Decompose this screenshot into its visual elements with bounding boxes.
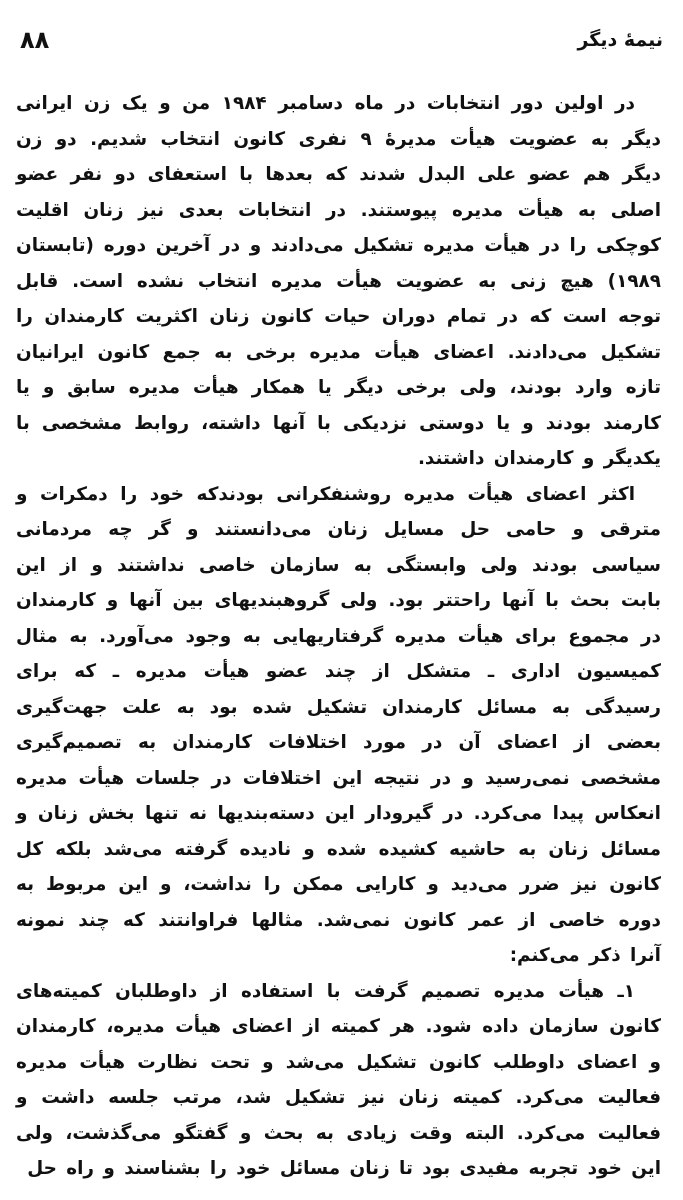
- paragraph: ۱ـ هیأت مدیره تصمیم گرفت با استفاده از داوطلبان کمیته‌های کانون سازمان داده شود. هر کمیته از اعضای هیأت مدیره، کارمندان و اعضای داوطلب کانون تشکیل می‌شد و تحت نظارت هیأت مدیره فعالیت می‌کرد. کمیته زنان نیز تشکیل شد، مرتب جلسه داشت و فعالیت می‌کرد. البته وقت زیادی به بحث و گفتگو می‌گذشت، ولی این خود تجربه مفیدی بود تا زنان مسائل خود را بشناسند و راه حل: [16, 980, 661, 1179]
- body-text: [16, 86, 661, 1187]
- page-number: ۸۸: [20, 26, 50, 54]
- paragraph: اکثر اعضای هیأت مدیره روشنفکرانی بودندکه خود را دمکرات و مترقی و حامی حل مسایل زنان می‌دانستند و گر چه مردمانی سیاسی بودند ولی وابستگی به سازمان خاصی نداشتند و از این بابت بحث با آنها راحتتر بود. ولی گروهبندیهای بین آنها و کارمندان در مجموع برای هیأت مدیره گرفتاریهایی به وجود می‌آورد. به مثال کمیسیون اداری ـ متشکل از چند عضو هیأت مدیره ـ که برای رسیدگی به مسائل کارمندان تشکیل شده بود به علت جهت‌گیری بعضی از اعضای آن در مورد اختلافات کارمندان به تصمیم‌گیری مشخصی نمی‌رسید و در نتیجه این اختلافات در جلسات هیأت مدیره انعکاس پیدا می‌کرد. در گیرودار این دسته‌بندیها نه تنها بخش زنان و مسائل زنان به حاشیه کشیده شده و نادیده گرفته می‌شد بلکه کل کانون نیز ضرر می‌دید و کارایی ممکن را نداشت، و این مربوط به دوره خاصی از عمر کانون نمی‌شد. مثالها فراوانتند که چند نمونه آنرا ذکر می‌کنم:: [16, 483, 661, 966]
- paragraph: در اولین دور انتخابات در ماه دسامبر ۱۹۸۴ من و یک زن ایرانی دیگر به عضویت هیأت مدیرهٔ ۹ نفری کانون انتخاب شدیم. دو زن دیگر هم عضو علی البدل شدند که بعدها با استعفای دو نفر عضو اصلی به هیأت مدیره پیوستند. در انتخابات بعدی نیز زنان اقلیت کوچکی را در هیأت مدیره تشکیل می‌دادند و در آخرین دوره (تابستان ۱۹۸۹) هیچ زنی به عضویت هیأت مدیره انتخاب نشده است. قابل توجه است که در تمام دوران حیات کانون زنان اکثریت کارمندان را تشکیل می‌دادند. اعضای هیأت مدیره برخی به جمع کانون ایرانیان تازه وارد بودند، ولی برخی دیگر یا همکار هیأت مدیره سابق و یا کارمند بودند و یا دوستی نزدیکی با آنها داشته، روابط مشخصی با یکدیگر و کارمندان داشتند.: [16, 93, 661, 469]
- running-header: [20, 22, 663, 58]
- running-title: نیمهٔ دیگر: [577, 29, 663, 51]
